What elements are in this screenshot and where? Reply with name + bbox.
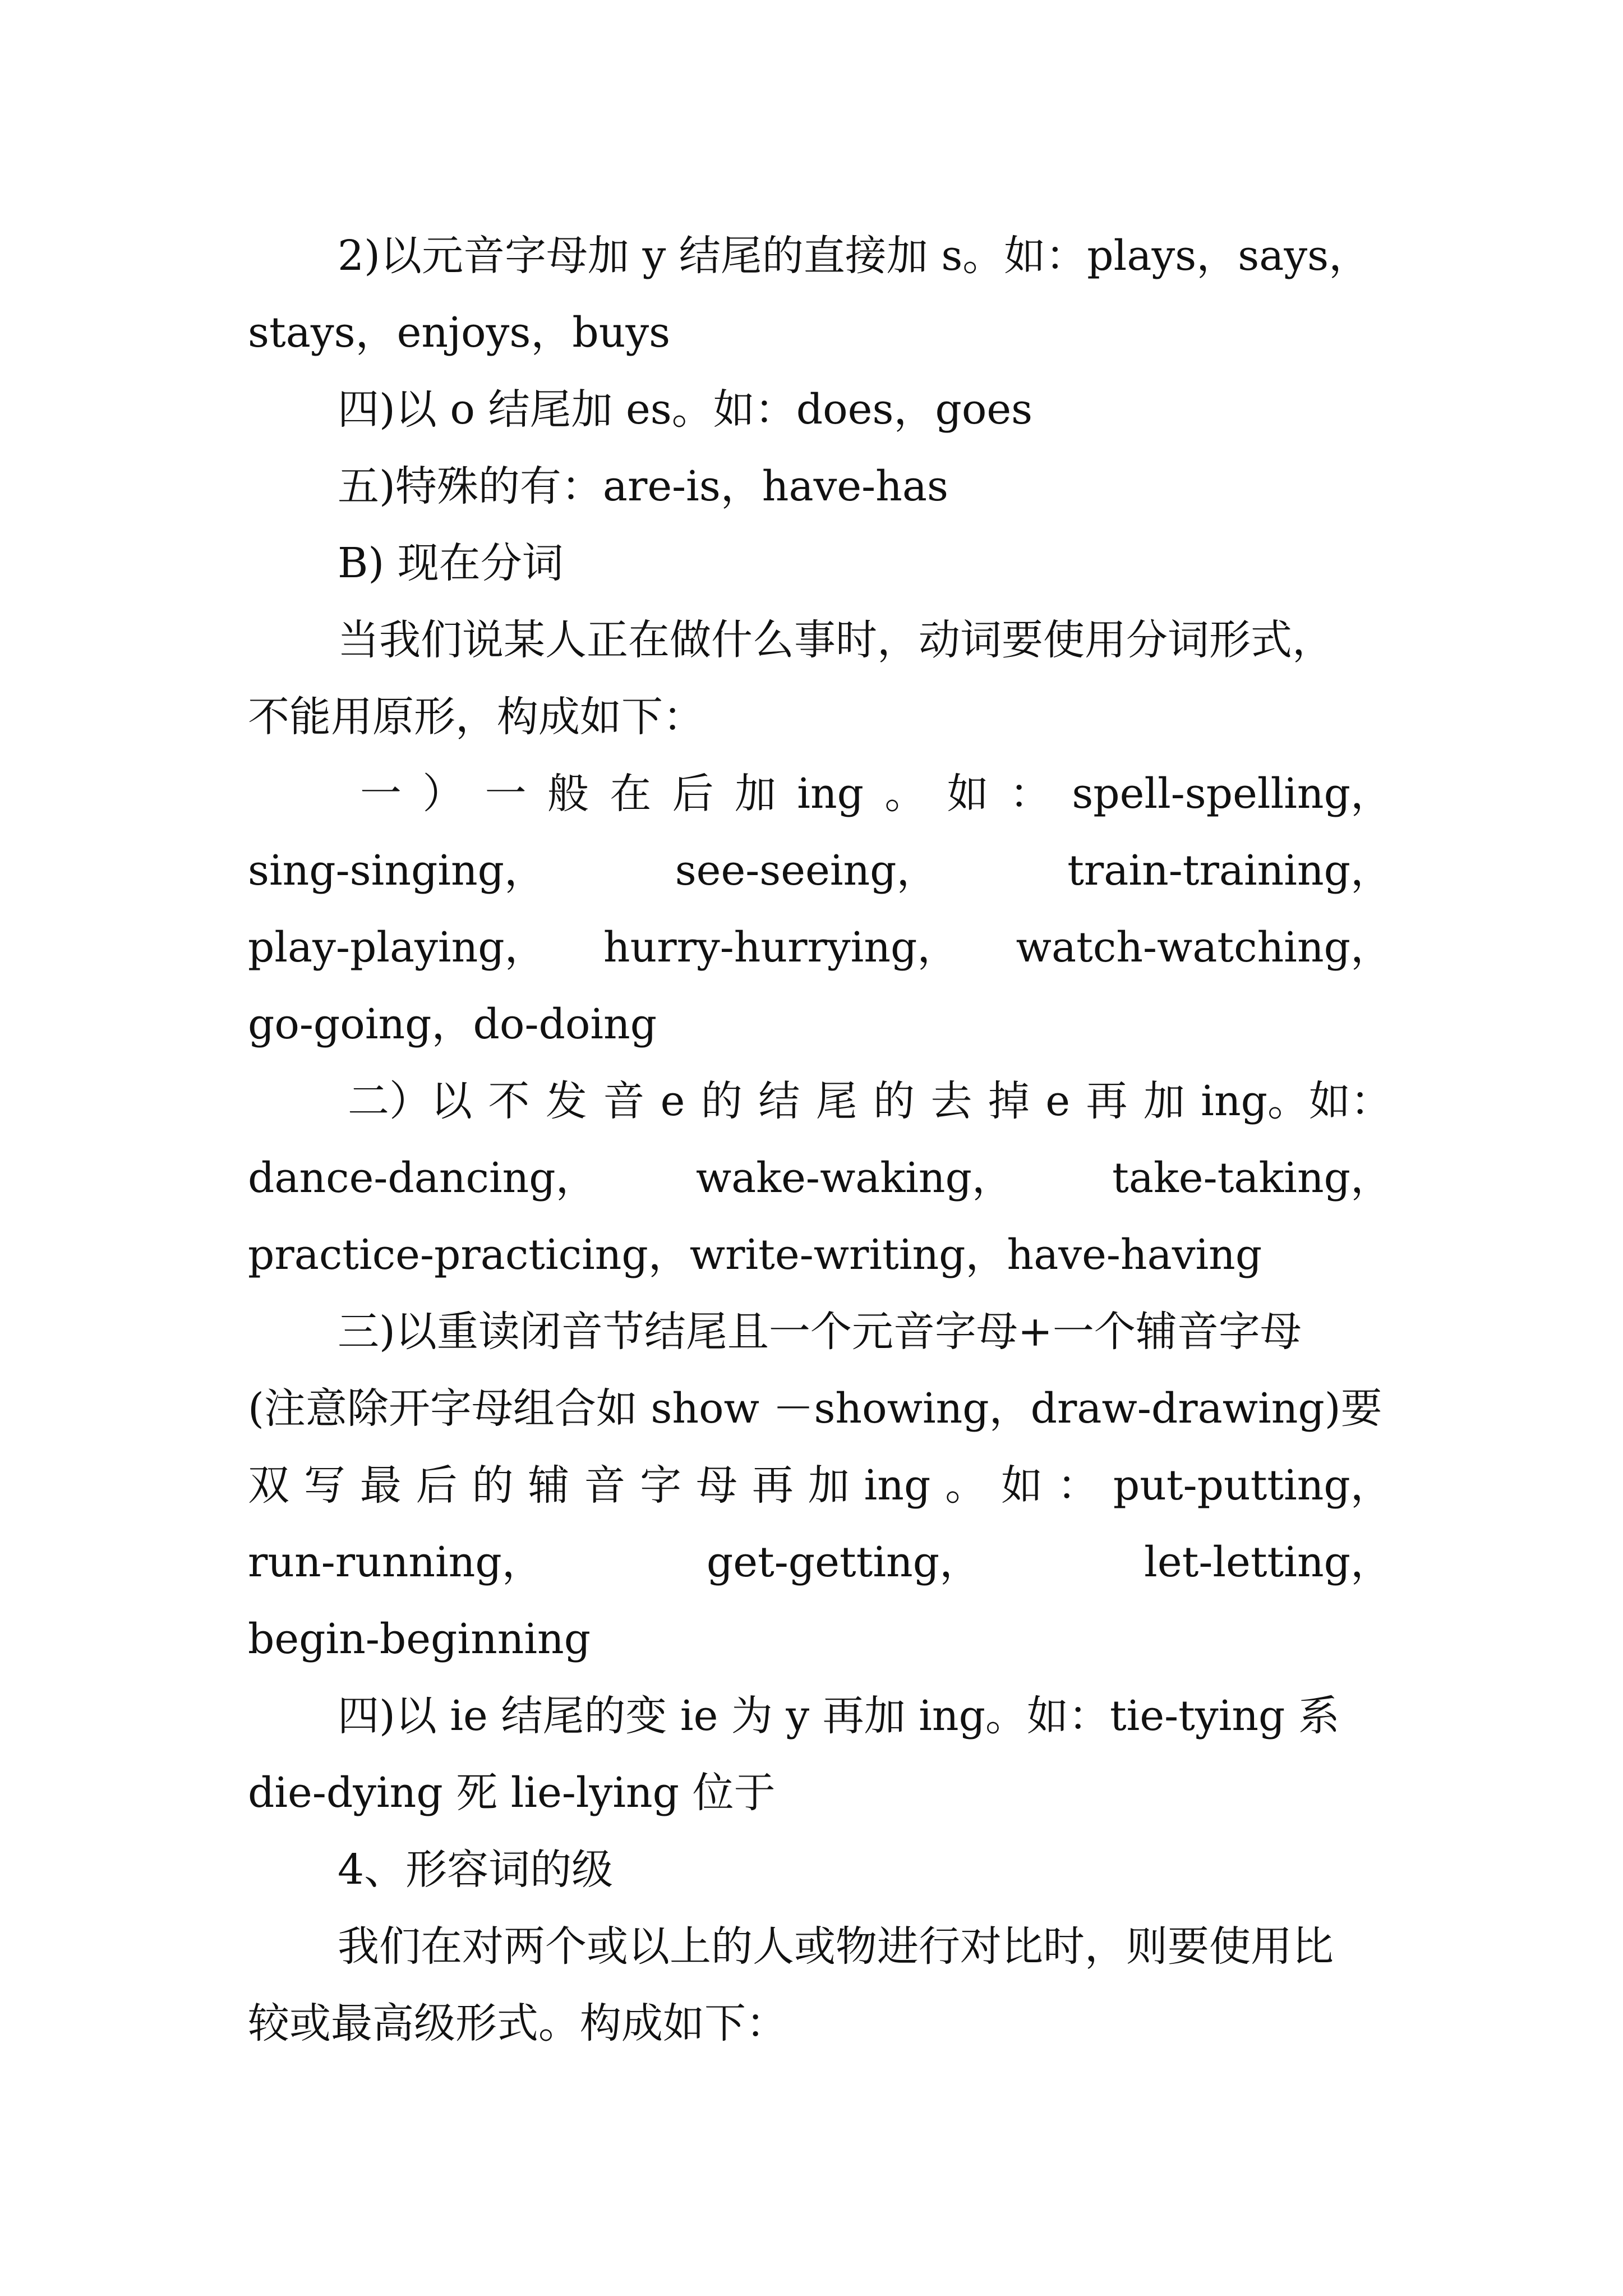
text-run: put-putting， bbox=[1113, 1461, 1392, 1510]
text-run: 的 bbox=[472, 1461, 514, 1510]
text-run: ） bbox=[422, 770, 464, 818]
text-run: 一 bbox=[485, 770, 527, 818]
text-run: 音 bbox=[603, 1077, 645, 1125]
text-run: ing。如： bbox=[1201, 1077, 1392, 1125]
text-run: run-running， bbox=[248, 1538, 543, 1586]
text-run: 加 bbox=[734, 770, 776, 818]
text-run: 写 bbox=[303, 1461, 345, 1510]
text-run: 尾 bbox=[815, 1077, 857, 1125]
text-run: 二）以 bbox=[348, 1077, 472, 1125]
text-run: see-seeing， bbox=[675, 846, 938, 895]
text-line: practice-practicing，write-writing，have-having bbox=[248, 1231, 1262, 1279]
text-line: die-dying 死 lie-lying 位于 bbox=[248, 1769, 776, 1817]
text-run: 母 bbox=[696, 1461, 737, 1510]
text-line bbox=[248, 1447, 1392, 1524]
text-run: e bbox=[660, 1077, 685, 1125]
text-run: 在 bbox=[610, 770, 652, 818]
text-run: e bbox=[1045, 1077, 1071, 1125]
text-run: spell-spelling， bbox=[1072, 770, 1392, 818]
text-run: 最 bbox=[359, 1461, 402, 1510]
text-run: watch-watching， bbox=[1016, 923, 1392, 972]
text-line: B) 现在分词 bbox=[338, 539, 564, 587]
text-run: dance-dancing， bbox=[248, 1154, 597, 1202]
text-line: 4、形容词的级 bbox=[338, 1846, 614, 1894]
text-line: 四)以 ie 结尾的变 ie 为 y 再加 ing。如：tie-tying 系 bbox=[338, 1692, 1340, 1740]
text-line bbox=[248, 1140, 1392, 1217]
text-line bbox=[248, 909, 1392, 986]
text-run: ： bbox=[1009, 770, 1051, 818]
text-run: ing bbox=[864, 1461, 931, 1510]
text-run: 如 bbox=[947, 770, 989, 818]
text-run: train-training， bbox=[1067, 846, 1392, 895]
text-line: go-going，do-doing bbox=[248, 1000, 657, 1048]
text-run: ing bbox=[797, 770, 864, 818]
text-run: wake-waking， bbox=[695, 1154, 1013, 1202]
text-line: 当我们说某人正在做什么事时，动词要使用分词形式， bbox=[338, 616, 1334, 664]
document-body bbox=[248, 218, 1392, 2062]
text-run: hurry-hurrying， bbox=[603, 923, 959, 972]
text-run: 的 bbox=[873, 1077, 915, 1125]
text-run: 再 bbox=[1086, 1077, 1128, 1125]
text-run: 结 bbox=[758, 1077, 800, 1125]
text-line bbox=[248, 1063, 1392, 1140]
text-run: get-getting， bbox=[706, 1538, 981, 1586]
text-run: 再 bbox=[751, 1461, 794, 1510]
text-run: 去 bbox=[930, 1077, 972, 1125]
text-line: 不能用原形，构成如下： bbox=[248, 693, 704, 741]
text-run: take-taking， bbox=[1112, 1154, 1392, 1202]
text-run: 字 bbox=[640, 1461, 682, 1510]
text-run: sing-singing， bbox=[248, 846, 546, 895]
text-line: 四)以 o 结尾加 es。如：does，goes bbox=[338, 385, 1033, 434]
text-line: 2)以元音字母加 y 结尾的直接加 s。如：plays，says， bbox=[338, 232, 1371, 280]
text-line: 五)特殊的有：are-is，have-has bbox=[338, 462, 948, 510]
text-line: (注意除开字母组合如 show －showing，draw-drawing)要 bbox=[248, 1384, 1382, 1433]
text-run: 发 bbox=[545, 1077, 587, 1125]
text-run: ： bbox=[1057, 1461, 1099, 1510]
text-run: 辅 bbox=[528, 1461, 570, 1510]
text-line: stays，enjoys，buys bbox=[248, 309, 671, 357]
text-run: 音 bbox=[584, 1461, 626, 1510]
text-line bbox=[248, 756, 1392, 832]
text-line: 三)以重读闭音节结尾且一个元音字母+一个辅音字母 bbox=[338, 1308, 1302, 1356]
text-line bbox=[248, 1524, 1392, 1601]
text-run: play-playing， bbox=[248, 923, 546, 972]
text-run: let-letting， bbox=[1144, 1538, 1392, 1586]
text-run: 掉 bbox=[988, 1077, 1030, 1125]
text-line: 我们在对两个或以上的人或物进行对比时，则要使用比 bbox=[338, 1922, 1334, 1971]
text-run: 的 bbox=[700, 1077, 743, 1125]
text-run: 后 bbox=[416, 1461, 458, 1510]
text-run: 后 bbox=[672, 770, 714, 818]
text-run: 不 bbox=[488, 1077, 530, 1125]
text-run: 。 bbox=[945, 1461, 987, 1510]
text-run: 般 bbox=[547, 770, 589, 818]
text-run: 。 bbox=[884, 770, 926, 818]
text-run: 加 bbox=[808, 1461, 850, 1510]
text-run: 双 bbox=[248, 1461, 289, 1510]
text-run: 一 bbox=[360, 770, 402, 818]
text-line: 较或最高级形式。构成如下： bbox=[248, 1999, 787, 2047]
text-run: 如 bbox=[1001, 1461, 1043, 1510]
text-line: begin-beginning bbox=[248, 1615, 591, 1663]
text-run: 加 bbox=[1143, 1077, 1185, 1125]
text-line bbox=[248, 832, 1392, 909]
